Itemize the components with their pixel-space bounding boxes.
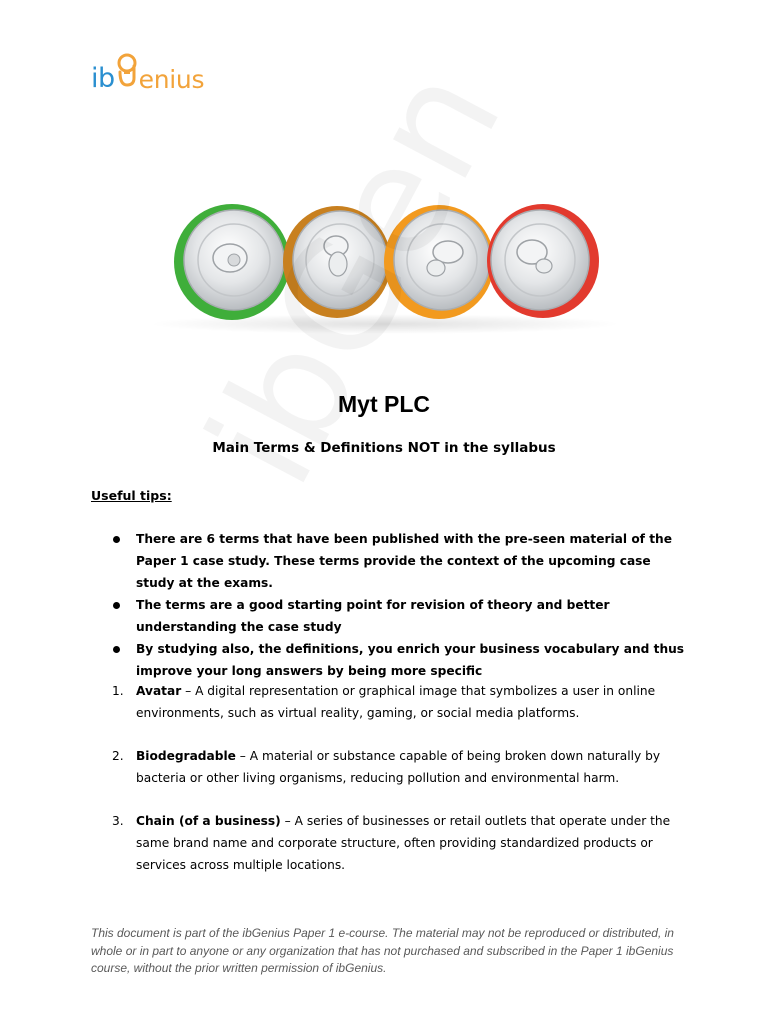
term-name: Biodegradable (136, 749, 236, 763)
tip-text: There are 6 terms that have been published with the pre-seen material of the Paper 1 case study. These terms provide the context of the upcoming case study at the exams. (136, 532, 673, 590)
term-number: 3. (112, 814, 124, 828)
term-name: Chain (of a business) (136, 814, 281, 828)
list-item (110, 528, 690, 594)
term-definition: – A series of businesses or retail outlets that operate under the same brand name and corporate structure, often providing standardized products or services across multiple locations. (136, 814, 671, 872)
tip-text: By studying also, the definitions, you enrich your business vocabulary and thus improve your long answers by being more specific (136, 642, 685, 678)
tip-text: The terms are a good starting point for revision of theory and better understanding the case study (136, 598, 610, 634)
bullet-icon (113, 602, 120, 609)
term-definition: – A digital representation or graphical image that symbolizes a user in online environments, such as virtual reality, gaming, or social media platforms. (136, 684, 656, 720)
list-item (110, 680, 690, 724)
list-item (110, 810, 690, 876)
term-definition: – A material or substance capable of being broken down naturally by bacteria or other living organisms, reducing pollution and environmental harm. (136, 749, 661, 785)
tips-heading: Useful tips: (91, 488, 172, 503)
list-item (110, 745, 690, 789)
list-item (110, 594, 690, 638)
copyright-notice: This document is part of the ibGenius Paper 1 e-course. The material may not be reproduced or distributed, in whole or in part to anyone or any organization that has not purchased and subscribed in the Paper 1 ibGenius course, without the prior written permission of ibGenius. (91, 926, 674, 975)
cans-photo (148, 196, 623, 336)
red-can (487, 204, 599, 318)
logo-g-bulb-icon (116, 52, 138, 92)
terms-list (110, 680, 690, 897)
olive-can (283, 206, 391, 318)
term-name: Avatar (136, 684, 182, 698)
term-number: 2. (112, 749, 124, 763)
bullet-icon (113, 536, 120, 543)
logo-suffix: enius (138, 65, 205, 94)
logo-prefix: ib (91, 63, 115, 94)
orange-can (384, 205, 494, 319)
tips-list (110, 528, 690, 682)
ibgenius-logo (91, 46, 204, 92)
green-can (174, 204, 290, 320)
list-item (110, 638, 690, 682)
bullet-icon (113, 646, 120, 653)
page-title: Myt PLC (338, 391, 430, 417)
term-number: 1. (112, 684, 124, 698)
page-subtitle: Main Terms & Definitions NOT in the syllabus (212, 440, 556, 456)
